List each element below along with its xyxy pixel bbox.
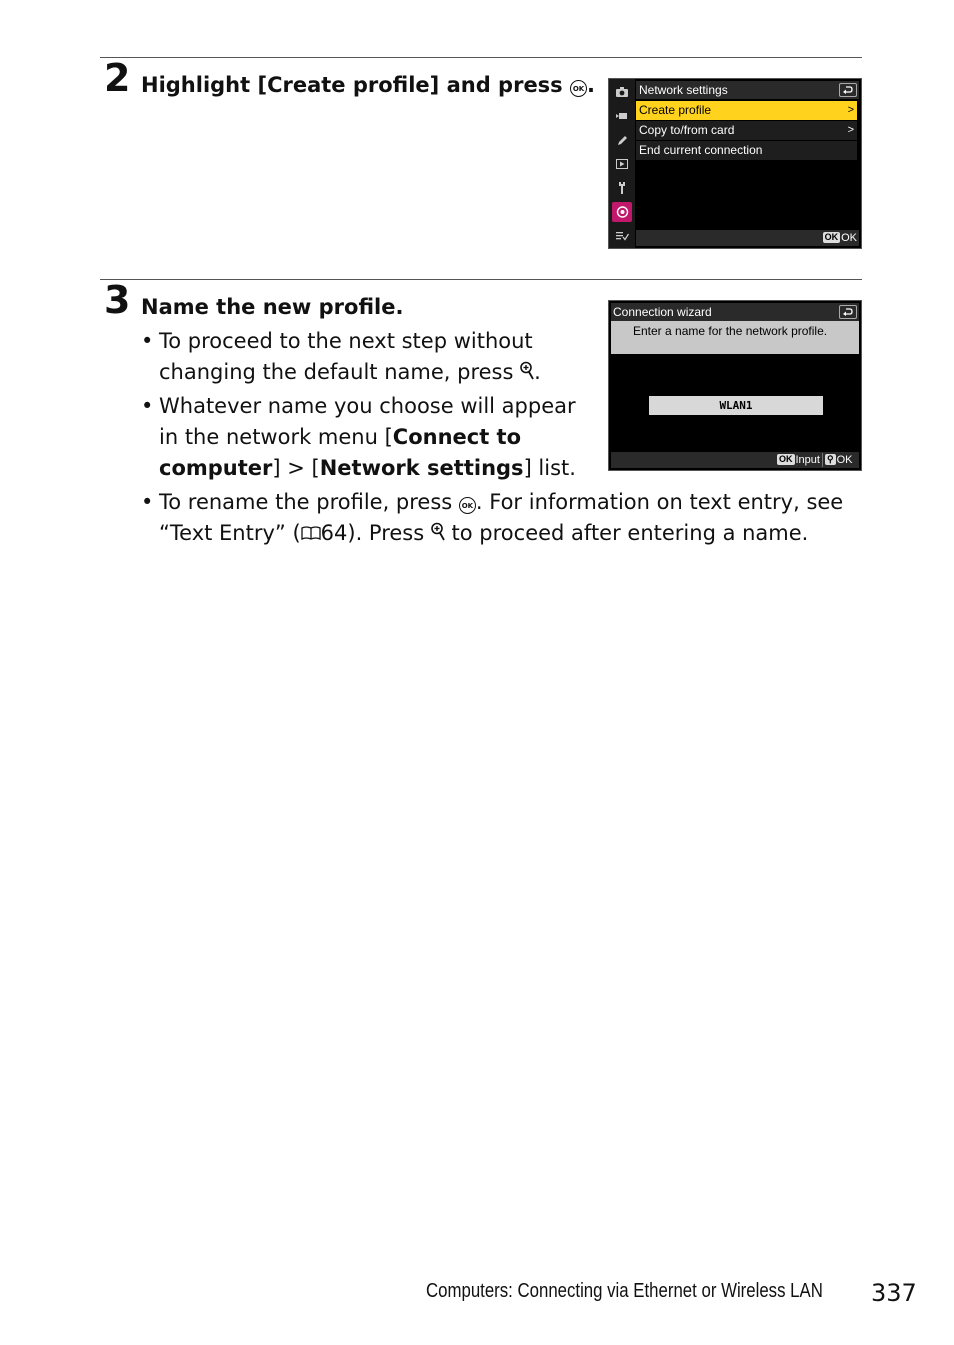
- my-menu-icon: [612, 226, 632, 246]
- screen-title-bar: Connection wizard: [611, 303, 859, 321]
- playback-icon: [612, 154, 632, 174]
- movie-shooting-icon: [612, 106, 632, 126]
- step-title: Highlight [Create profile] and press OK .: [141, 73, 595, 97]
- menu-item-end-current-connection[interactable]: End current connection: [636, 141, 857, 160]
- footer-ok-hint: OK OK: [824, 232, 857, 244]
- ok-button-icon: OK: [779, 454, 793, 464]
- profile-name-field[interactable]: WLAN1: [649, 396, 823, 415]
- menu-item-create-profile[interactable]: Create profile >: [636, 101, 857, 120]
- bullet-marker: •: [141, 329, 154, 353]
- bullet-marker: •: [141, 490, 154, 514]
- footer-ok-hint: ⚲ OK: [822, 453, 853, 467]
- custom-settings-pencil-icon: [612, 130, 632, 150]
- step-number: 3: [104, 278, 131, 322]
- back-icon[interactable]: [839, 83, 857, 97]
- menu-tabs: [609, 79, 635, 248]
- zoom-in-icon: [520, 359, 534, 390]
- connection-wizard-screen: [608, 300, 862, 471]
- back-icon[interactable]: [839, 305, 857, 319]
- menu-item-copy-to-from-card[interactable]: Copy to/from card >: [636, 121, 857, 140]
- step-number: 2: [104, 56, 131, 100]
- zoom-in-icon: [431, 520, 445, 551]
- ok-button-icon: OK: [570, 80, 587, 97]
- zoom-in-button-icon: ⚲: [827, 454, 834, 464]
- chevron-right-icon: >: [847, 124, 854, 136]
- section-divider: [100, 279, 862, 280]
- setup-wrench-icon: [612, 178, 632, 198]
- ok-button-icon: OK: [824, 232, 839, 242]
- screen-footer: [636, 230, 859, 246]
- running-footer: Computers: Connecting via Ethernet or Wireless LAN: [426, 1280, 823, 1302]
- page-reference-book-icon: [301, 519, 321, 550]
- chevron-right-icon: >: [847, 104, 854, 116]
- screen-footer: [611, 452, 859, 468]
- wizard-prompt: Enter a name for the network profile.: [611, 321, 859, 354]
- bullet-network-menu: • Whatever name you choose will appear in the network menu [Connect to computer] > [Network settings] list.: [159, 391, 599, 484]
- screen-title-bar: Network settings: [636, 81, 859, 99]
- network-icon: [612, 202, 632, 222]
- ok-button-icon: OK: [459, 497, 476, 514]
- bullet-rename: • To rename the profile, press OK . For information on text entry, see “Text Entry” ( 64). Press to proceed after entering a name.: [159, 487, 859, 551]
- page-number: 337: [871, 1279, 917, 1307]
- bullet-proceed: • To proceed to the next step without changing the default name, press .: [159, 326, 599, 390]
- section-divider: [100, 57, 862, 58]
- bullet-marker: •: [141, 394, 154, 418]
- footer-input-hint: OK Input: [779, 454, 820, 466]
- camera-menu-screen: [608, 78, 862, 249]
- photo-shooting-icon: [612, 82, 632, 102]
- step-title: Name the new profile.: [141, 295, 404, 319]
